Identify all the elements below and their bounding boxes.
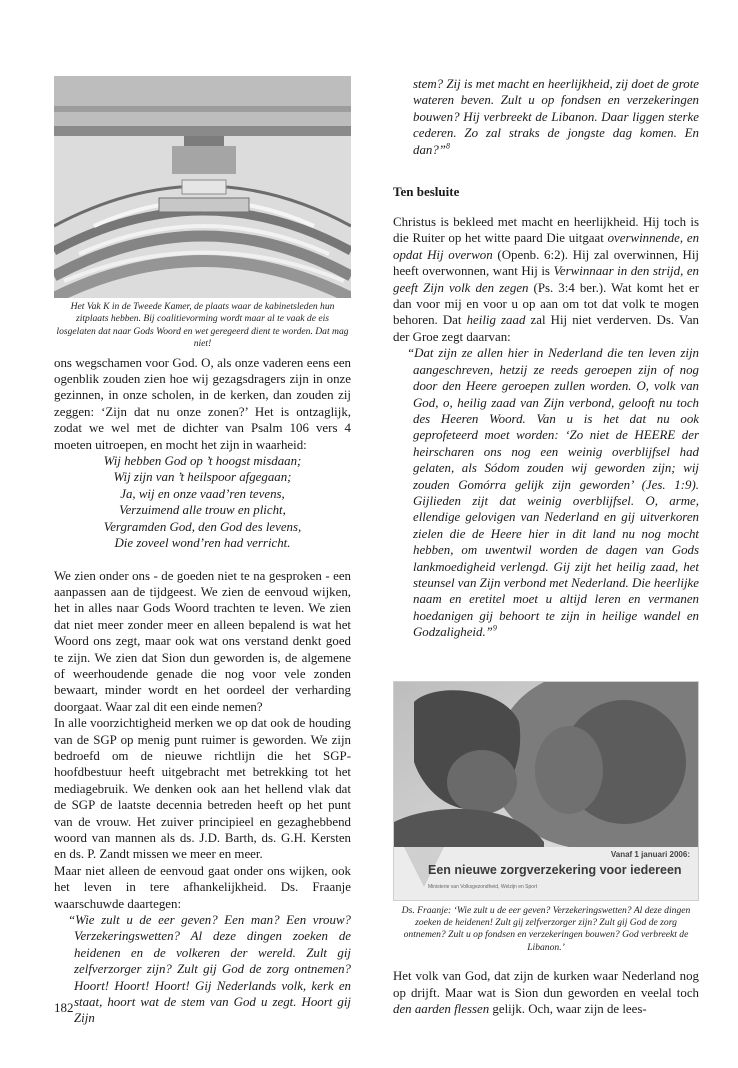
tweede-kamer-photo [54, 76, 351, 298]
poem-line: Wij zijn van ’t heilspoor afgegaan; [113, 470, 292, 485]
text-run: Christus is bekleed met macht en heerlijkheid. Hij toch is die Ruiter op het witte paard Die uitgaat [393, 215, 699, 246]
right-column [393, 76, 699, 1017]
poem-line: Ja, wij en onze vaad’ren tevens, [120, 486, 285, 501]
section-heading: Ten besluite [393, 184, 460, 200]
poem-line: Verzuimend alle trouw en plicht, [119, 503, 286, 518]
fraanje-quote: “Wie zult u de eer geven? Een man? Een vrouw? Verzekeringswetten? Al deze dingen zoeken de heidenen en de volkeren der wereld. Zult gij zelfverzorger zijn? Zult gij God de zorg ontnemen? Hoort! Hoort! Hoort! Gij Nederlands volk, kerk en staat, hoort wat de stem van God u zegt. Hoort gij Zijn [68, 913, 351, 1026]
page-number: 182 [54, 1000, 74, 1015]
text-run: zal Hij niet verderven. Ds. Van der Groe zegt daarvan: [393, 313, 699, 344]
poem-line: Vergramden God, den God des levens, [103, 519, 302, 534]
italic-run: overwinnende, en opdat Hij overwon [393, 231, 700, 262]
ad-date-text: Vanaf 1 januari 2006: [610, 849, 690, 859]
right-paragraph-2 [393, 968, 699, 1017]
left-paragraph-1: ons wegschamen voor God. O, als onze vaderen eens een ogenblik zouden zien hoe wij gezagsdragers zijn in onze gezinnen, in onze scholen, in de kerken, dan zouden zij zeggen: ‘Zijn dat nu onze zonen?’ Het is ontzaglijk, zodat we wel met de dichter van Psalm 106 vers 4 moeten uitroepen, en mocht het zijn in waarheid: [54, 355, 351, 452]
text-run: Het volk van God, dat zijn de kurken waar Nederland nog op drijft. Maar wat is Sion dun geworden en veelal toch [393, 969, 699, 1000]
italic-run: den aarden flessen [393, 1002, 490, 1017]
poem-line: Die zoveel wond’ren had verricht. [114, 536, 291, 551]
quote-continuation-text: stem? Zij is met macht en heerlijkheid, zij doet de grote wateren beven. Zult u op fondsen en verzekeringen bouwen? Hij verbreekt de Libanon. Daar liggen sterke cederen. Zo zal straks de jongste dag komen. En dan?” [413, 77, 699, 157]
psalm-poem [54, 453, 351, 551]
italic-run: Verwinnaar in den strijd, en geeft Zijn volk den zegen [393, 264, 699, 295]
ad-small-text: Ministerie van Volksgezondheid, Welzijn en Sport [428, 883, 538, 890]
tweede-kamer-illustration [54, 76, 351, 298]
van-der-groe-quote-text: “Dat zijn ze allen hier in Nederland die ten leven zijn aangeschreven, hetzij ze reeds geroepen zijn of nog door den Heere geroepen zullen worden. O, volk van God, o, heilig zaad van Zijn verbond, gelooft nu toch des Heeren Woord. Van u is het dat nu ook geprofeteerd moet worden: ‘Zo niet de HEERE der heirscharen ons nog een weinig overblijfsel had gelaten, als Sódom zouden wij geworden zijn; wij zouden Gomórra gelijk zijn geworden’ (Jes. 1:9). Gijlieden zijt dat weinig overblijfsel. O, arme, ellendige gelovigen van Nederland en gij uitverkoren zielen die de Heere hier in dit land nu nog mocht hebben, om uwentwil worden de dagen van Gods lankmoedigheid verlengd. Gij zijt het heilig zaad, het steunsel van Zijn verbond met Nederland. Die heerlijke naam en eretitel moet u altijd leren en vermanen hoedanigen gij behoort te zijn in heilige wandel en Godzaligheid.” [407, 346, 699, 640]
text-run: (Openb. 6:2). Hij zal overwinnen, Hij heeft overwonnen, want Hij is [393, 247, 699, 279]
text-run: (Ps. 3:4 ber.). Wat komt het er dan voor mij en voor u op aan om tot dat volk te mogen behoren. Dat [393, 280, 699, 328]
footnote-ref-8: 8 [445, 141, 450, 151]
spacer [54, 552, 351, 568]
poem-line: Wij hebben God op ’t hoogst misdaan; [103, 454, 302, 469]
left-paragraph-2: We zien onder ons - de goeden niet te na gesproken - een aanpassen aan de tijdgeest. We zien de eenvoud wijken, het in alles naar Gods Woord trachten te leven. We zien dat niet meer zonder meer en alleen bepalend is wat het Woord ons zegt, maar ook wat ons verstand denkt goed te zijn. We zien dat Sion dun geworden is, de algemene of weerhoudende genade die nog voor vele zonden bewaart, minder wordt en het oordeel der verharding doorgaat. Waar zal dit een einde nemen? [54, 568, 351, 714]
text-run: gelijk. Och, waar zijn de lees- [489, 1002, 647, 1017]
ad-headline: Een nieuwe zorgverzekering voor iedereen [428, 862, 682, 877]
ad-caption: Ds. Fraanje: ‘Wie zult u de eer geven? Verzekeringswetten? Al deze dingen zoeken de heidenen! Zult gij zelfverzorger zijn? Zult gij God de zorg ontnemen? Zult u op fondsen en verzekeringen bouwen? God verbreekt de Libanon.’ [401, 904, 691, 953]
right-paragraph-1 [393, 214, 699, 345]
left-column [54, 76, 351, 1027]
van-der-groe-quote [393, 345, 699, 640]
zorgverzekering-ad [393, 681, 699, 901]
photo-caption: Het Vak K in de Tweede Kamer, de plaats waar de kabinetsleden hun zitplaats hebben. Bij coalitievorming wordt maar al te vaak de eis losgelaten dat naar Gods Woord en wet geregeerd dient te worden. Dat mag niet! [56, 301, 349, 350]
italic-run: heilig zaad [466, 313, 526, 328]
left-paragraph-4: Maar niet alleen de eenvoud gaat onder ons wijken, ook het leven in tere afhankelijkheid. Ds. Fraanje waarschuwde daartegen: [54, 863, 351, 911]
footnote-ref-9: 9 [492, 623, 497, 633]
left-paragraph-3: In alle voorzichtigheid merken we op dat ook de houding van de SGP op menig punt ruimer is geworden. We zijn bedroefd om de nieuwe richtlijn die het SGP-hoofdbestuur heeft uitgebracht met betrekking tot het mediagebruik. We denken ook aan het hellend vlak dat de SGP de laatste decennia betreden heeft op het punt van de vrouw. Het zuiver principieel en gezaghebbend woord van mannen als ds. J.D. Barth, ds. G.H. Kersten en ds. P. Zandt missen we meer en meer. [54, 716, 351, 862]
spacer [393, 954, 699, 968]
quote-continuation [393, 76, 699, 158]
